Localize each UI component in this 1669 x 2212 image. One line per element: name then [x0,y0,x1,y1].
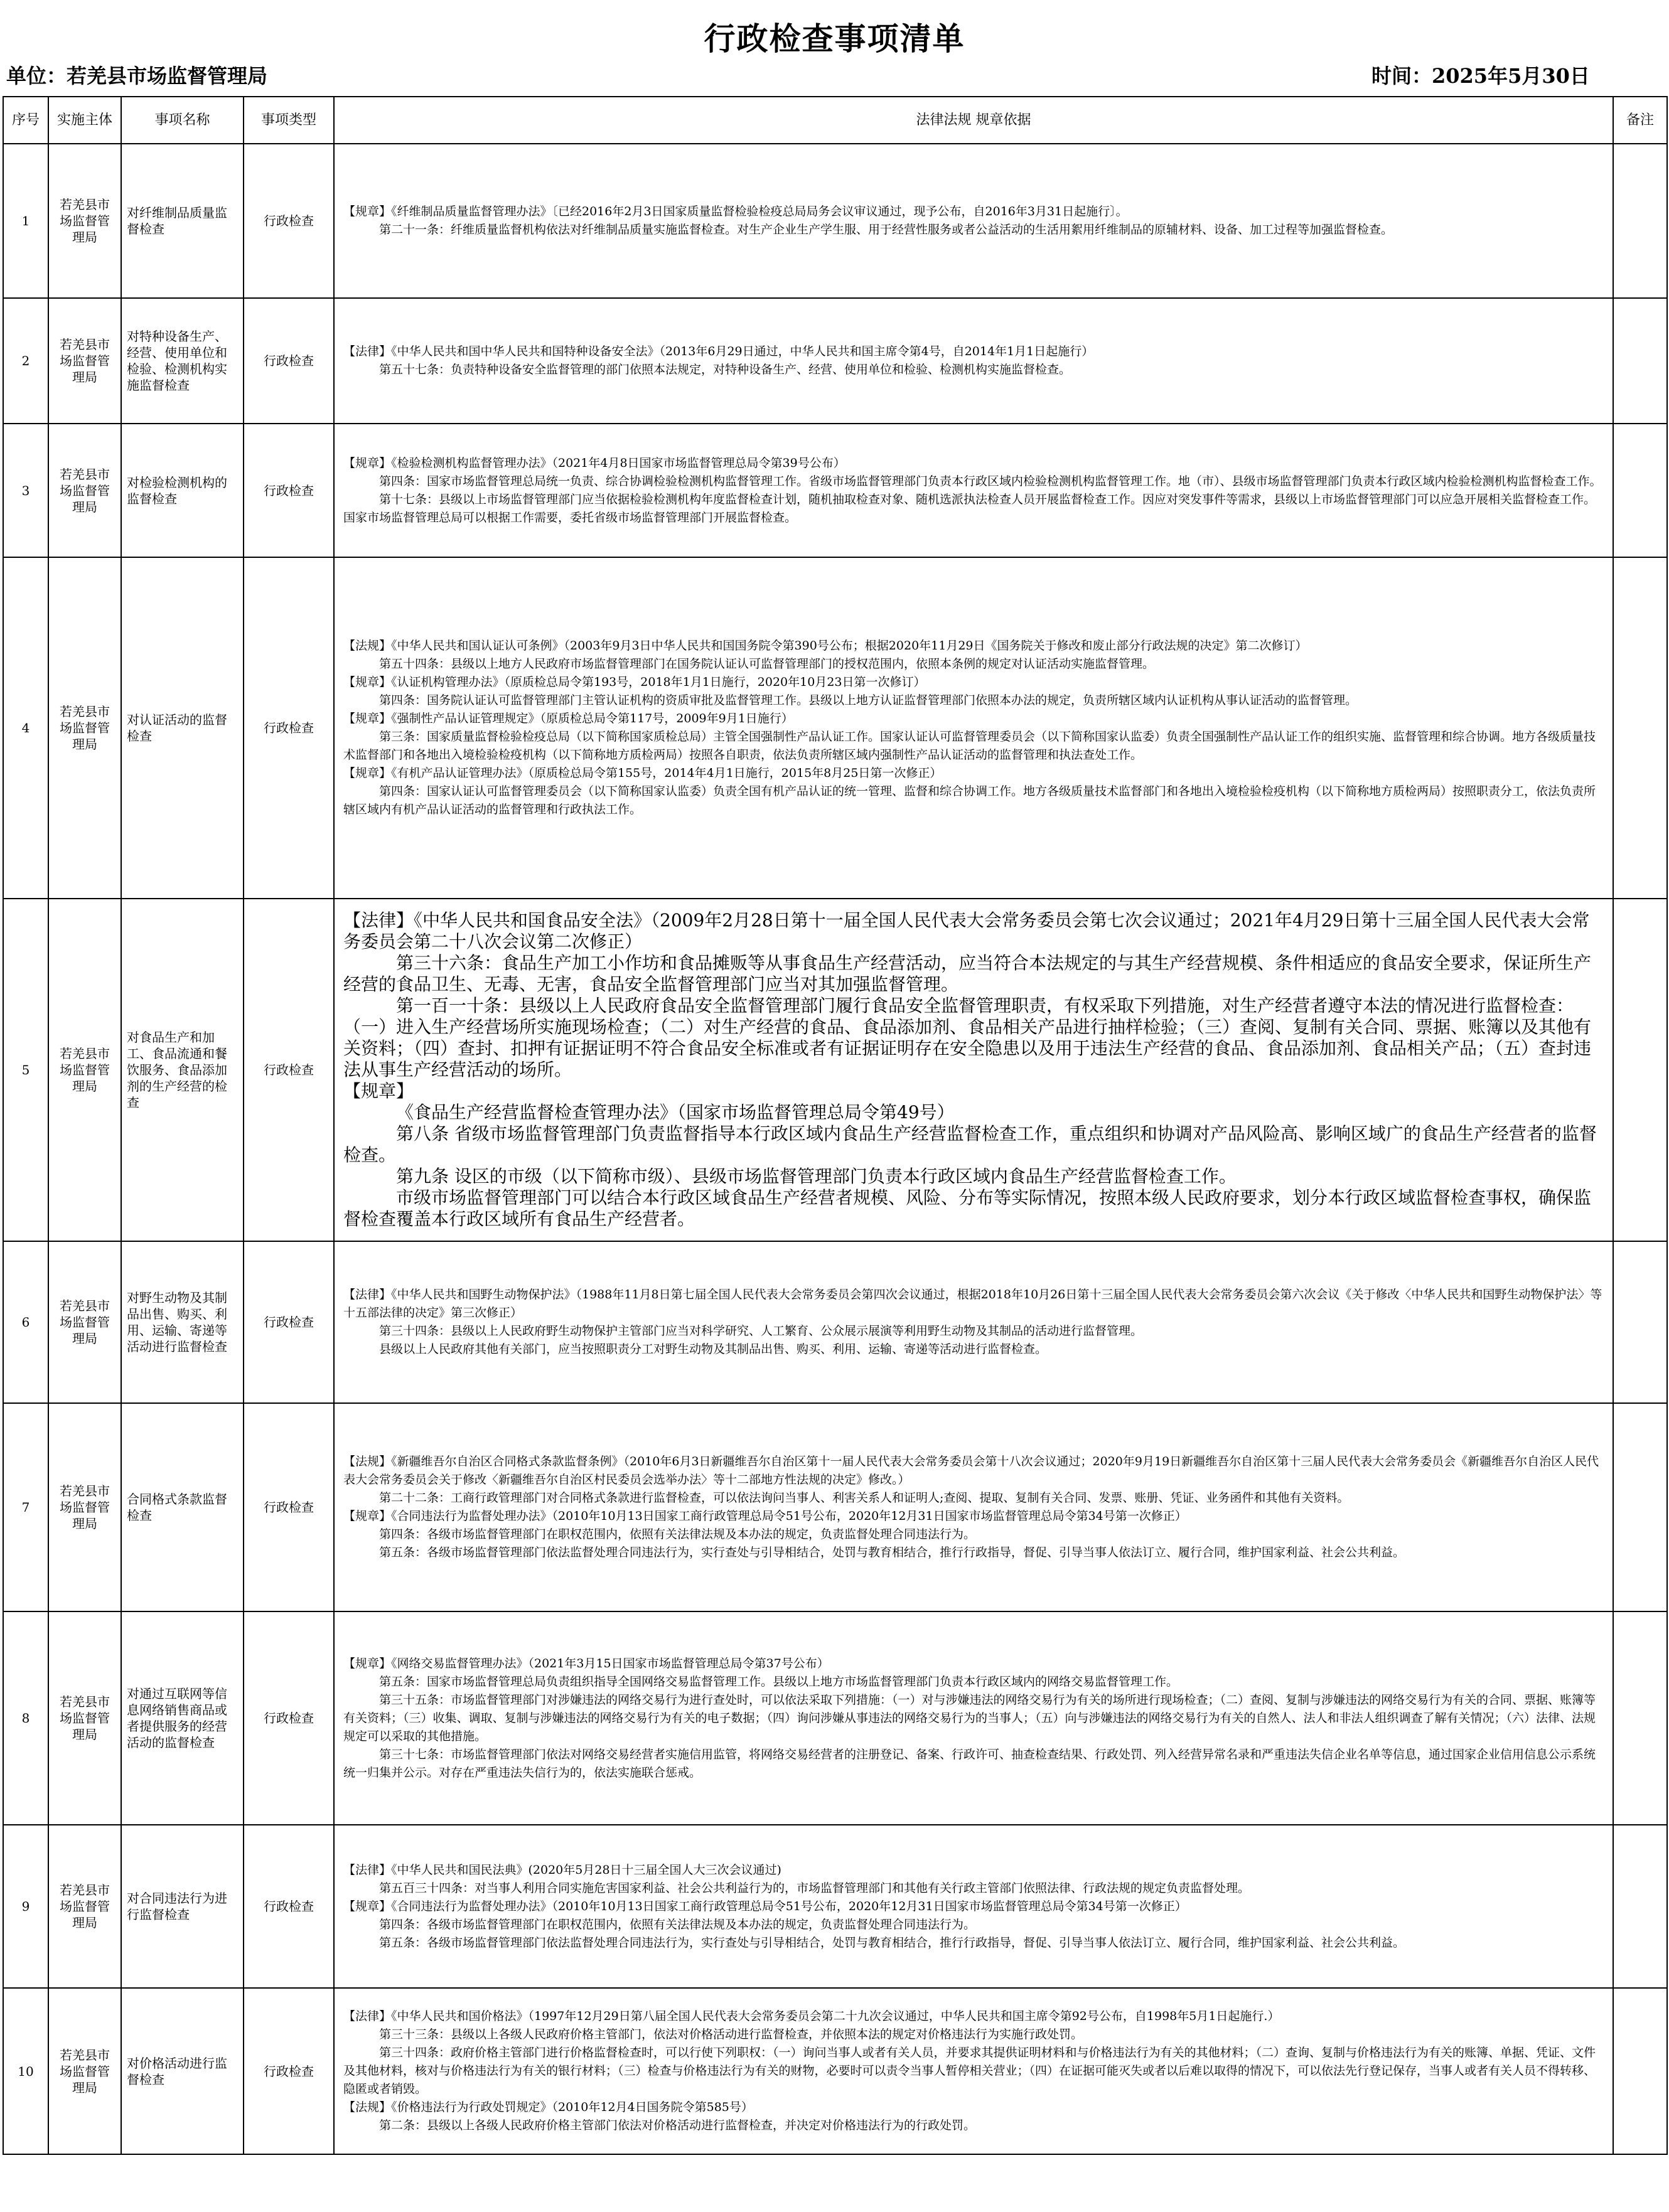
law-paragraph: 【法规】《新疆维吾尔自治区合同格式条款监督条例》（2010年6月3日新疆维吾尔自治区第十一届人民代表大会常务委员会第十八次会议通过；2020年9月19日新疆维吾尔自治区第十三届人民代表大会常务委员会《新疆维吾尔自治区人民代表大会常务委员会关于修改〈新疆维吾尔自治区村民委员会选举办法〉等十二部地方性法规的决定》修改。） [343,1455,1599,1487]
law-paragraph: 第十七条：县级以上市场监督管理部门应当依据检验检测机构年度监督检查计划，随机抽取检查对象、随机选派执法检查人员开展监督检查工作。因应对突发事件等需求，县级以上市场监督管理部门可以应急开展相关监督检查工作。国家市场监督管理总局可以根据工作需要，委托省级市场监督管理部门开展监督检查。 [343,492,1596,525]
row-no: 6 [3,1241,48,1403]
row-no: 9 [3,1825,48,1988]
header-note: 备注 [1613,97,1667,144]
law-paragraph: 第五十四条：县级以上地方人民政府市场监督管理部门在国务院认证认可监督管理部门的授权范围内，依照本条例的规定对认证活动实施监督管理。 [379,657,1155,671]
law-paragraph: 第三十六条：食品生产加工小作坊和食品摊贩等从事食品生产经营活动，应当符合本法规定的与其生产经营规模、条件相适应的食品安全要求，保证所生产经营的食品卫生、无毒、无害，食品安全监督管理部门应当对其加强监督管理。 [343,953,1592,995]
header-type: 事项类型 [244,97,334,144]
table-row [3,899,1667,1241]
header-name: 事项名称 [121,97,244,144]
row-subject: 若羌县市场监督管理局 [48,1825,121,1988]
row-no: 7 [3,1403,48,1611]
row-item-name: 对食品生产和加工、食品流通和餐饮服务、食品添加剂的生产经营的检查 [121,899,244,1241]
header-subject: 实施主体 [48,97,121,144]
law-paragraph: 【规章】 [343,1081,414,1101]
page-title: 行政检查事项清单 [704,20,965,57]
law-paragraph: 《食品生产经营监督检查管理办法》（国家市场监督管理总局令第49号） [396,1102,955,1123]
law-paragraph: 【法律】《中华人民共和国野生动物保护法》（1988年11月8日第七届全国人民代表大会常务委员会第四次会议通过，根据2018年10月26日第十三届全国人民代表大会常务委员会第六次会议《关于修改〈中华人民共和国野生动物保护法〉等十五部法律的决定》第三次修正） [343,1288,1602,1320]
row-note [1613,899,1667,1241]
law-paragraph: 第三条：国家质量监督检验检疫总局（以下简称国家质检总局）主管全国强制性产品认证工作。国家认证认可监督管理委员会（以下简称国家认监委）负责全国强制性产品认证工作的组织实施、监督管理和综合协调。地方各级质量技术监督部门和各地出入境检验检疫机构（以下简称地方质检两局）按照各自职责，依法负责所辖区域内强制性产品认证活动的监督管理和执法查处工作。 [343,730,1596,762]
row-law-basis [334,899,1613,1241]
row-item-type: 行政检查 [244,424,334,557]
row-subject: 若羌县市场监督管理局 [48,1988,121,2154]
row-note [1613,1825,1667,1988]
row-no: 4 [3,557,48,899]
row-item-name: 合同格式条款监督检查 [121,1403,244,1611]
table-header-row [3,97,1667,144]
table-row [3,557,1667,899]
row-subject: 若羌县市场监督管理局 [48,899,121,1241]
row-law-basis [334,144,1613,298]
law-paragraph: 【规章】《网络交易监督管理办法》（2021年3月15日国家市场监督管理总局令第37号公布） [343,1656,829,1670]
law-paragraph: 第四条：各级市场监督管理部门在职权范围内，依照有关法律法规及本办法的规定，负责监督处理合同违法行为。 [379,1917,976,1931]
table-row [3,1403,1667,1611]
table-row [3,144,1667,298]
row-law-basis [334,1825,1613,1988]
row-law-basis [334,424,1613,557]
law-paragraph: 【规章】《有机产品认证管理办法》（原质检总局令第155号，2014年4月1日施行，2015年8月25日第一次修正） [343,766,942,780]
law-paragraph: 第二十二条：工商行政管理部门对合同格式条款进行监督检查，可以依法询问当事人、利害关系人和证明人;查阅、提取、复制有关合同、发票、账册、凭证、业务函件和其他有关资料。 [379,1491,1350,1505]
row-note [1613,298,1667,424]
row-note [1613,557,1667,899]
row-item-name: 对特种设备生产、经营、使用单位和检验、检测机构实施监督检查 [121,298,244,424]
row-item-name: 对纤维制品质量监督检查 [121,144,244,298]
row-subject: 若羌县市场监督管理局 [48,1241,121,1403]
row-subject: 若羌县市场监督管理局 [48,424,121,557]
row-item-type: 行政检查 [244,557,334,899]
row-law-basis [334,1988,1613,2154]
law-paragraph: 【法律】《中华人民共和国食品安全法》（2009年2月28日第十一届全国人民代表大会常务委员会第七次会议通过；2021年4月29日第十三届全国人民代表大会常务委员会第二十八次会议第二次修正） [343,910,1590,952]
row-item-name: 对野生动物及其制品出售、购买、利用、运输、寄递等活动进行监督检查 [121,1241,244,1403]
row-item-name: 对价格活动进行监督检查 [121,1988,244,2154]
law-paragraph: 【规章】《纤维制品质量监督管理办法》〔已经2016年2月3日国家质量监督检验检疫总局局务会议审议通过，现予公布，自2016年3月31日起施行〕。 [343,205,1128,218]
law-paragraph: 【规章】《合同违法行为监督处理办法》（2010年10月13日国家工商行政管理总局令51号公布，2020年12月31日国家市场监督管理总局令第34号第一次修正） [343,1899,1187,1913]
row-subject: 若羌县市场监督管理局 [48,1611,121,1825]
law-paragraph: 第五十七条：负责特种设备安全监督管理的部门依照本法规定，对特种设备生产、经营、使用单位和检验、检测机构实施监督检查。 [379,363,1071,377]
law-paragraph: 第五百三十四条：对当事人利用合同实施危害国家利益、社会公共利益行为的，市场监督管理部门和其他有关行政主管部门依照法律、行政法规的规定负责监督处理。 [379,1881,1250,1895]
row-note [1613,144,1667,298]
row-note [1613,1241,1667,1403]
row-subject: 若羌县市场监督管理局 [48,1403,121,1611]
law-paragraph: 第三十五条：市场监督管理部门对涉嫌违法的网络交易行为进行查处时，可以依法采取下列措施：（一）对与涉嫌违法的网络交易行为有关的场所进行现场检查；（二）查阅、复制与涉嫌违法的网络交易行为有关的合同、票据、账簿等有关资料；（三）收集、调取、复制与涉嫌违法的网络交易行为有关的电子数据；（四）询问涉嫌从事违法的网络交易行为的当事人；（五）向与涉嫌违法的网络交易行为有关的自然人、法人和非法人组织调查了解有关情况；（六）法律、法规规定可以采取的其他措施。 [343,1692,1596,1743]
row-item-type: 行政检查 [244,1825,334,1988]
unit-label: 单位：若羌县市场监督管理局 [6,64,268,88]
table-row [3,1611,1667,1825]
law-paragraph: 第二条：县级以上各级人民政府价格主管部门依法对价格活动进行监督检查，并决定对价格违法行为的行政处罚。 [379,2118,976,2132]
row-law-basis [334,1403,1613,1611]
law-paragraph: 【法律】《中华人民共和国民法典》(2020年5月28日十三届全国人大三次会议通过) [343,1862,781,1877]
row-note [1613,424,1667,557]
row-no: 1 [3,144,48,298]
law-paragraph: 第五条：国家市场监督管理总局负责组织指导全国网络交易监督管理工作。县级以上地方市场监督管理部门负责本行政区域内的网络交易监督管理工作。 [379,1674,1179,1689]
row-no: 3 [3,424,48,557]
row-law-basis [334,557,1613,899]
law-paragraph: 第九条 设区的市级（以下简称市级）、县级市场监督管理部门负责本行政区域内食品生产经营监督检查工作。 [396,1166,1237,1187]
row-no: 5 [3,899,48,1241]
row-subject: 若羌县市场监督管理局 [48,298,121,424]
law-paragraph: 县级以上人民政府其他有关部门，应当按照职责分工对野生动物及其制品出售、购买、利用、运输、寄递等活动进行监督检查。 [379,1342,1048,1356]
row-item-type: 行政检查 [244,144,334,298]
law-paragraph: 第五条：各级市场监督管理部门依法监督处理合同违法行为，实行查处与引导相结合，处罚与教育相结合，推行行政指导，督促、引导当事人依法订立、履行合同，维护国家利益、社会公共利益。 [379,1546,1405,1559]
row-law-basis [334,1611,1613,1825]
law-paragraph: 【法规】《价格违法行为行政处罚规定》（2010年12月4日国务院令第585号） [343,2100,753,2114]
row-item-name: 对检验检测机构的监督检查 [121,424,244,557]
row-no: 8 [3,1611,48,1825]
table-row [3,298,1667,424]
law-paragraph: 第四条：国务院认证认可监督管理部门主管认证机构的资质审批及监督管理工作。县级以上地方认证监督管理部门依照本办法的规定，负责所辖区域内认证机构从事认证活动的监督管理。 [379,693,1358,707]
row-item-type: 行政检查 [244,899,334,1241]
row-note [1613,1403,1667,1611]
row-item-type: 行政检查 [244,1988,334,2154]
law-paragraph: 【法律】《中华人民共和国中华人民共和国特种设备安全法》（2013年6月29日通过，中华人民共和国主席令第4号，自2014年1月1日起施行） [343,345,1094,358]
law-paragraph: 第四条：国家认证认可监督管理委员会（以下简称国家认监委）负责全国有机产品认证的统一管理、监督和综合协调工作。地方各级质量技术监督部门和各地出入境检验检疫机构（以下简称地方质检两局）按照职责分工，依法负责所辖区域内有机产品认证活动的监督管理和行政执法工作。 [343,784,1596,816]
law-paragraph: 市级市场监督管理部门可以结合本行政区域食品生产经营者规模、风险、分布等实际情况，按照本级人民政府要求，划分本行政区域监督检查事权，确保监督检查覆盖本行政区域所有食品生产经营者。 [343,1187,1592,1229]
header-law: 法律法规 规章依据 [334,97,1613,144]
row-law-basis [334,1241,1613,1403]
table-row [3,1988,1667,2154]
row-item-type: 行政检查 [244,1403,334,1611]
row-item-type: 行政检查 [244,1611,334,1825]
law-paragraph: 第四条：各级市场监督管理部门在职权范围内，依照有关法律法规及本办法的规定，负责监督处理合同违法行为。 [379,1527,976,1541]
law-paragraph: 【规章】《强制性产品认证管理规定》（原质检总局令第117号，2009年9月1日施行） [343,712,793,725]
table-row [3,1241,1667,1403]
law-paragraph: 第二十一条：纤维质量监督机构依法对纤维制品质量实施监督检查。对生产企业生产学生服、用于经营性服务或者公益活动的生活用絮用纤维制品的原辅材料、设备、加工过程等加强监督检查。 [379,223,1393,237]
row-note [1613,1988,1667,2154]
law-paragraph: 【规章】《检验检测机构监督管理办法》（2021年4月8日国家市场监督管理总局令第39号公布） [343,456,845,470]
law-paragraph: 第八条 省级市场监督管理部门负责监督指导本行政区域内食品生产经营监督检查工作，重点组织和协调对产品风险高、影响区域广的食品生产经营者的监督检查。 [343,1123,1597,1165]
row-item-name: 对认证活动的监督检查 [121,557,244,899]
header-no: 序号 [3,97,48,144]
law-paragraph: 第一百一十条：县级以上人民政府食品安全监督管理部门履行食品安全监督管理职责，有权采取下列措施，对生产经营者遵守本法的情况进行监督检查：（一）进入生产经营场所实施现场检查；（二）对生产经营的食品、食品添加剂、食品相关产品进行抽样检验；（三）查阅、复制有关合同、票据、账簿以及其他有关资料；（四）查封、扣押有证据证明不符合食品安全标准或者有证据证明存在安全隐患以及用于违法生产经营的食品、食品添加剂、食品相关产品；（五）查封违法从事生产经营活动的场所。 [343,995,1592,1080]
row-note [1613,1611,1667,1825]
law-paragraph: 【法律】《中华人民共和国价格法》（1997年12月29日第八届全国人民代表大会常务委员会第二十九次会议通过，中华人民共和国主席令第92号公布，自1998年5月1日起施行.） [343,2009,1280,2023]
table-row [3,1825,1667,1988]
row-law-basis [334,298,1613,424]
law-paragraph: 第五条：各级市场监督管理部门依法监督处理合同违法行为，实行查处与引导相结合，处罚与教育相结合，推行行政指导，督促、引导当事人依法订立、履行合同，维护国家利益、社会公共利益。 [379,1935,1405,1950]
law-paragraph: 第四条：国家市场监督管理总局统一负责、综合协调检验检测机构监督管理工作。省级市场监督管理部门负责本行政区域内检验检测机构监督管理工作。地（市）、县级市场监督管理部门负责本行政区域内检验检测机构监督检查工作。 [379,474,1602,488]
law-paragraph: 【规章】《认证机构管理办法》（原质检总局令第193号，2018年1月1日施行，2020年10月23日第一次修订） [343,675,926,689]
date-label: 时间：2025年5月30日 [1371,64,1590,88]
row-item-name: 对合同违法行为进行监督检查 [121,1825,244,1988]
law-paragraph: 【法规】《中华人民共和国认证认可条例》（2003年9月3日中华人民共和国国务院令第390号公布；根据2020年11月29日《国务院关于修改和废止部分行政法规的决定》第二次修订） [343,639,1307,653]
law-paragraph: 第三十四条：县级以上人民政府野生动物保护主管部门应当对科学研究、人工繁育、公众展示展演等利用野生动物及其制品的活动进行监督管理。 [379,1324,1143,1338]
row-subject: 若羌县市场监督管理局 [48,144,121,298]
row-subject: 若羌县市场监督管理局 [48,557,121,899]
law-paragraph: 第三十七条：市场监督管理部门依法对网络交易经营者实施信用监管，将网络交易经营者的注册登记、备案、行政许可、抽查检查结果、行政处罚、列入经营异常名录和严重违法失信企业名单等信息，通过国家企业信用信息公示系统统一归集并公示。对存在严重违法失信行为的，依法实施联合惩戒。 [343,1747,1596,1780]
law-paragraph: 第三十四条：政府价格主管部门进行价格监督检查时，可以行使下列职权：（一）询问当事人或者有关人员，并要求其提供证明材料和与价格违法行为有关的其他材料；（二）查询、复制与价格违法行为有关的账簿、单据、凭证、文件及其他材料，核对与价格违法行为有关的银行材料；（三）检查与价格违法行为有关的财物，必要时可以责令当事人暂停相关营业；（四）在证据可能灭失或者以后难以取得的情况下，可以依法先行登记保存，当事人或者有关人员不得转移、隐匿或者销毁。 [343,2046,1596,2096]
row-no: 10 [3,1988,48,2154]
row-item-type: 行政检查 [244,1241,334,1403]
law-paragraph: 【规章】《合同违法行为监督处理办法》（2010年10月13日国家工商行政管理总局令51号公布，2020年12月31日国家市场监督管理总局令第34号第一次修正） [343,1509,1187,1523]
row-no: 2 [3,298,48,424]
row-item-type: 行政检查 [244,298,334,424]
table-row [3,424,1667,557]
row-item-name: 对通过互联网等信息网络销售商品或者提供服务的经营活动的监督检查 [121,1611,244,1825]
inspection-table [3,96,1668,2155]
law-paragraph: 第三十三条：县级以上各级人民政府价格主管部门，依法对价格活动进行监督检查，并依照本法的规定对价格违法行为实施行政处罚。 [379,2028,1083,2041]
